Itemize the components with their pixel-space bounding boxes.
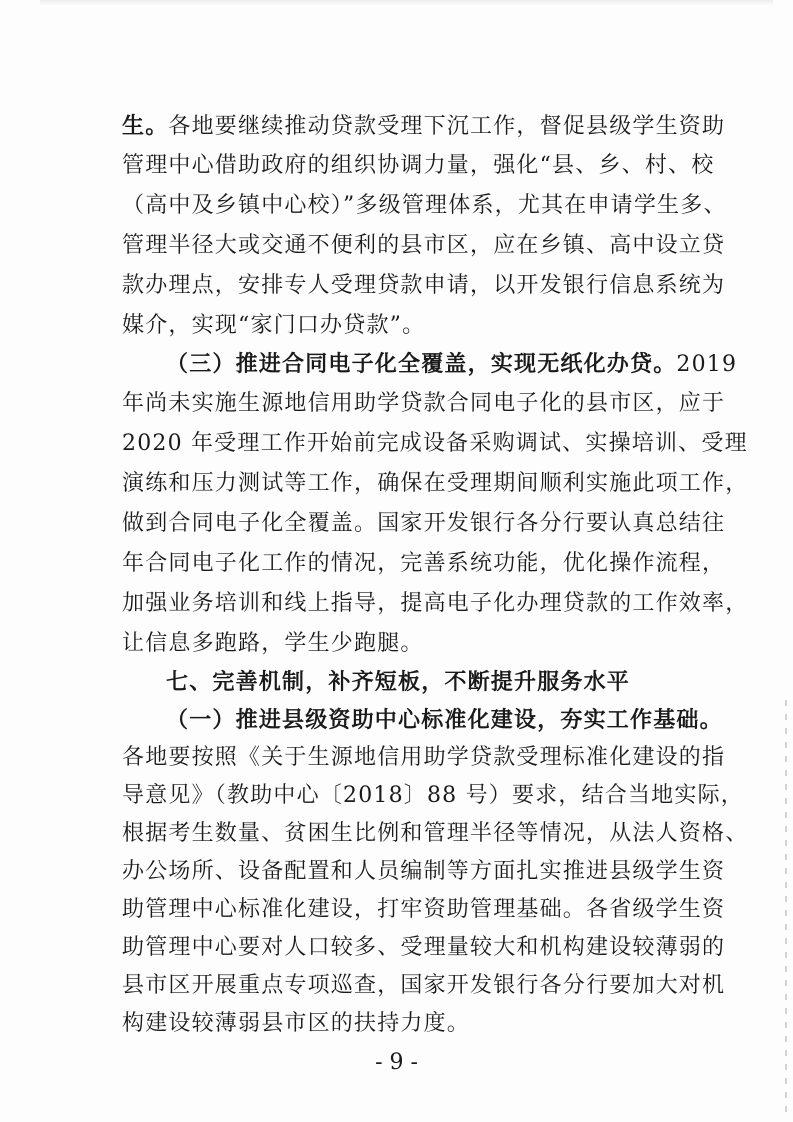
text-line: 根据考生数量、贫困生比例和管理半径等情况，从法人资格、 xyxy=(122,821,749,846)
text-line: 助管理中心要对人口较多、受理量较大和机构建设较薄弱的 xyxy=(122,935,726,960)
subheading-line xyxy=(166,700,723,740)
text-line: 县市区开展重点专项巡查，国家开发银行各分行要加大对机 xyxy=(122,973,726,998)
text-line: 管理中心借助政府的组织协调力量，强化“县、乡、村、校 xyxy=(122,153,715,178)
text-line: 年尚未实施生源地信用助学贷款合同电子化的县市区，应于 xyxy=(122,391,726,416)
line-text: 各地要继续推动贷款受理下沉工作，督促县级学生资助 xyxy=(168,114,726,139)
text-line: 导意见》（教助中心〔2018〕88 号）要求，结合当地实际， xyxy=(122,783,744,808)
text-line: 各地要按照《关于生源地信用助学贷款受理标准化建设的指 xyxy=(122,745,726,770)
text-line: 演练和压力测试等工作，确保在受理期间顺利实施此项工作， xyxy=(122,471,749,496)
section-heading: 七、完善机制，补齐短板，不断提升服务水平 xyxy=(166,669,631,695)
scan-artifact-top xyxy=(40,0,773,6)
text-line: 助管理中心标准化建设，打牢资助管理基础。各省级学生资 xyxy=(122,897,726,922)
text-line: 做到合同电子化全覆盖。国家开发银行各分行要认真总结往 xyxy=(122,511,726,536)
subheading-line xyxy=(166,344,738,384)
page-number: - 9 - xyxy=(375,1050,418,1075)
text-line: 年合同电子化工作的情况，完善系统功能，优化操作流程， xyxy=(122,551,726,576)
text-line: 办公场所、设备配置和人员编制等方面扎实推进县级学生资 xyxy=(122,859,726,884)
text-line: 构建设较薄弱县市区的扶持力度。 xyxy=(122,1011,471,1036)
line-text: 2019 xyxy=(676,352,738,377)
text-line: 管理半径大或交通不便利的县市区，应在乡镇、高中设立贷 xyxy=(122,233,726,258)
bold-lead: 生。 xyxy=(122,113,169,139)
text-line: （高中及乡镇中心校）”多级管理体系，尤其在申请学生多、 xyxy=(122,193,727,218)
subheading-bold: （一）推进县级资助中心标准化建设，夯实工作基础。 xyxy=(166,707,723,733)
text-line xyxy=(122,106,726,146)
text-line: 媒介，实现“家门口办贷款”。 xyxy=(122,313,426,338)
text-line: 加强业务培训和线上指导，提高电子化办理贷款的工作效率， xyxy=(122,591,749,616)
text-line: 2020 年受理工作开始前完成设备采购调试、实操培训、受理 xyxy=(122,431,748,456)
text-line: 款办理点，安排专人受理贷款申请，以开发银行信息系统为 xyxy=(122,273,726,298)
subheading-bold: （三）推进合同电子化全覆盖，实现无纸化办贷。 xyxy=(166,351,677,377)
text-line: 让信息多跑路，学生少跑腿。 xyxy=(122,631,424,656)
